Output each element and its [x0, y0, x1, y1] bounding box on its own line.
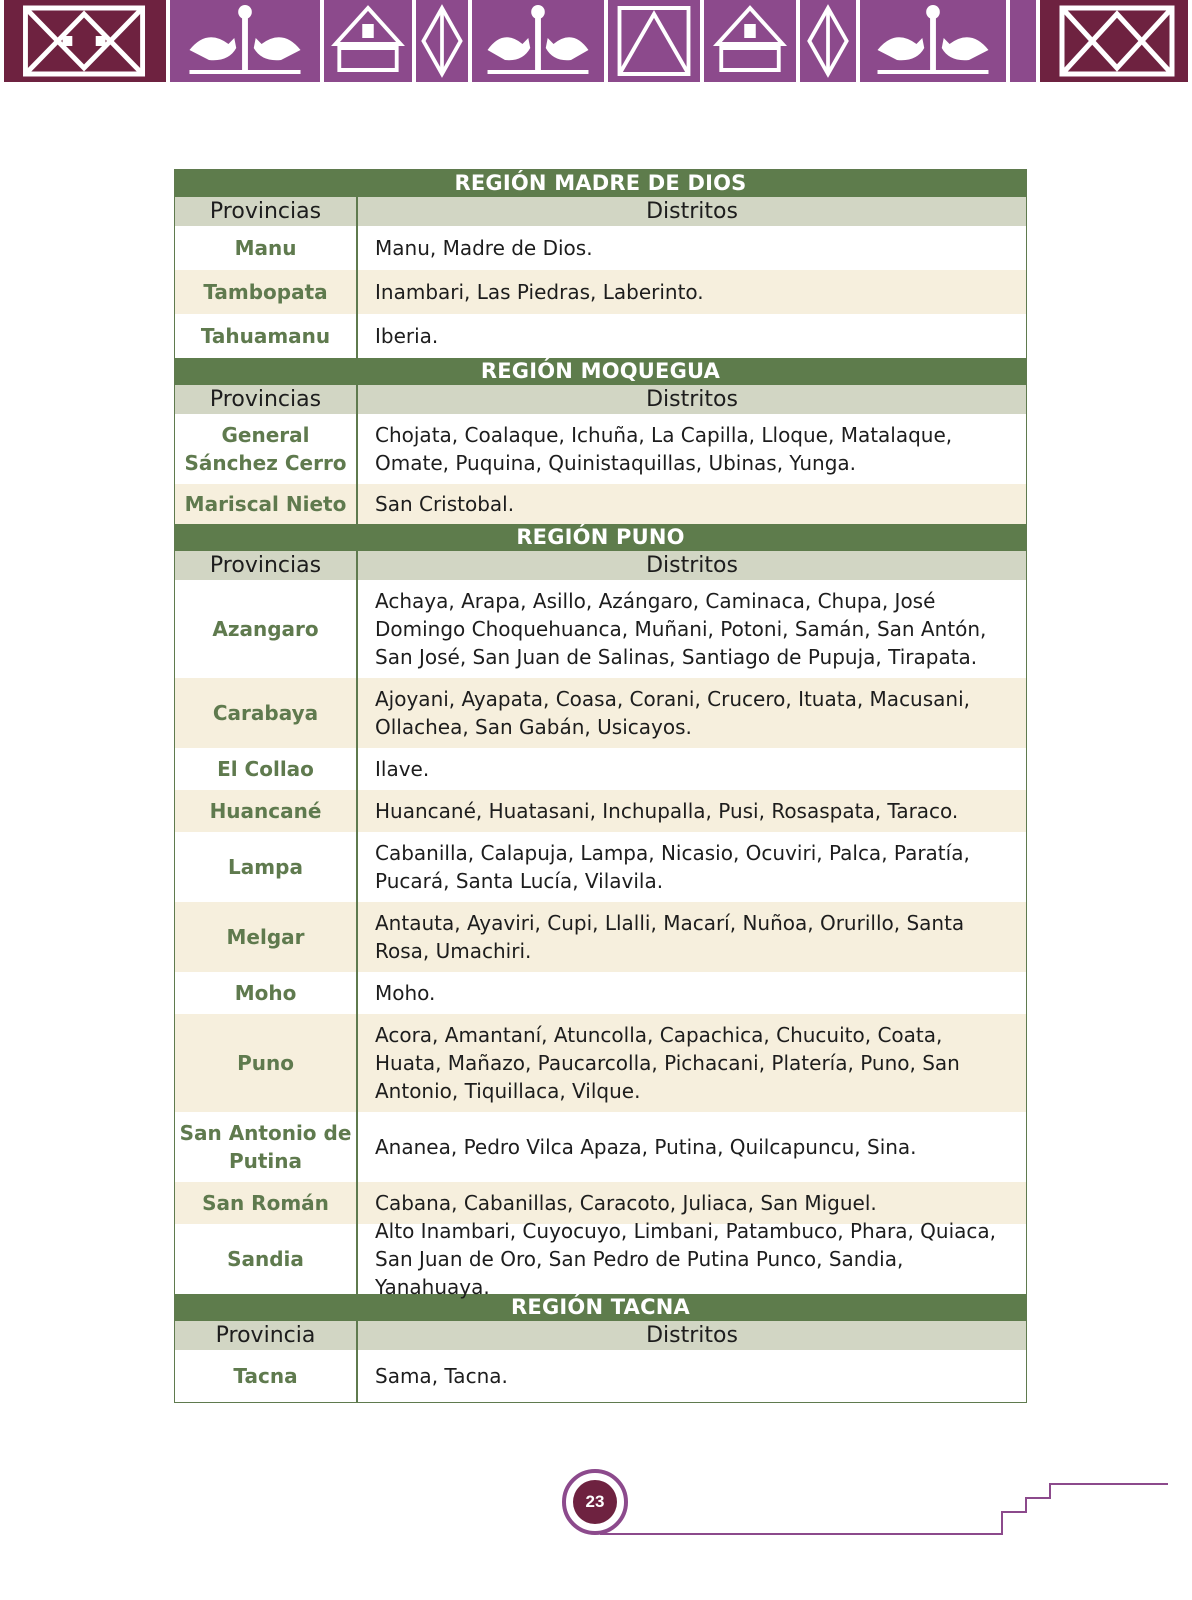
table-row [175, 1219, 1026, 1299]
district-cell [358, 748, 1026, 790]
table-row [175, 580, 1026, 678]
border-stripe [1010, 0, 1040, 82]
district-list: San Cristobal. [375, 492, 515, 516]
table-row [175, 414, 1026, 484]
diamond-pattern-icon [416, 0, 472, 82]
province-name: San Antonio de Putina [175, 1112, 358, 1182]
table-row [175, 790, 1026, 832]
province-name: Azangaro [175, 580, 358, 678]
province-column-header: Provincias [175, 385, 358, 414]
district-cell [358, 832, 1026, 902]
table-row [175, 1014, 1026, 1112]
district-list: Chojata, Coalaque, Ichuña, La Capilla, Lloque, Matalaque, Omate, Puquina, Quinistaquillas, Ubinas, Yunga. [375, 423, 953, 475]
province-name: General Sánchez Cerro [175, 414, 358, 484]
province-name: Carabaya [175, 678, 358, 748]
district-list: Sama, Tacna. [375, 1364, 508, 1388]
column-header-row [175, 385, 1026, 414]
region-title: REGIÓN TACNA [175, 1294, 1026, 1321]
table-row [175, 270, 1026, 314]
table-row [175, 314, 1026, 358]
decorative-banner [4, 0, 1188, 82]
province-name: Lampa [175, 832, 358, 902]
district-list: Iberia. [375, 324, 439, 348]
district-list: Cabanilla, Calapuja, Lampa, Nicasio, Ocuviri, Palca, Paratía, Pucará, Santa Lucía, Vilavila. [375, 841, 970, 893]
table-row [175, 226, 1026, 270]
birds-tree-icon [860, 0, 1010, 82]
table-row [175, 484, 1026, 524]
district-cell [358, 1350, 1026, 1402]
province-name: Manu [175, 226, 358, 270]
table-row [175, 972, 1026, 1014]
district-column-header: Distritos [646, 199, 738, 224]
district-column-header: Distritos [646, 1323, 738, 1348]
district-column-header: Distritos [646, 387, 738, 412]
table-row [175, 902, 1026, 972]
province-name: Sandia [175, 1224, 358, 1294]
district-list: Ajoyani, Ayapata, Coasa, Corani, Crucero, Ituata, Macusani, Ollachea, San Gabán, Usicayos. [375, 687, 970, 739]
district-list: Achaya, Arapa, Asillo, Azángaro, Caminaca, Chupa, José Domingo Choquehuanca, Muñani, Potoni, Samán, San Antón, San José, San Juan de Salinas, Santiago de Pupuja, Tirapata. [375, 589, 987, 669]
district-column-header: Distritos [646, 553, 738, 578]
district-cell [358, 1014, 1026, 1112]
temple-icon [324, 0, 416, 82]
district-cell [358, 226, 1026, 270]
page-number-badge [562, 1469, 628, 1535]
district-cell [358, 678, 1026, 748]
province-name: Mariscal Nieto [175, 484, 358, 524]
birds-tree-icon [170, 0, 324, 82]
table-row [175, 678, 1026, 748]
district-cell [358, 1112, 1026, 1182]
district-list: Inambari, Las Piedras, Laberinto. [375, 280, 704, 304]
district-list: Manu, Madre de Dios. [375, 236, 593, 260]
province-name: Huancané [175, 790, 358, 832]
district-list: Cabana, Cabanillas, Caracoto, Juliaca, San Miguel. [375, 1191, 877, 1215]
province-name: Moho [175, 972, 358, 1014]
district-list: Acora, Amantaní, Atuncolla, Capachica, Chucuito, Coata, Huata, Mañazo, Paucarcolla, Pichacani, Platería, Puno, San Antonio, Tiquillaca, Vilque. [375, 1023, 960, 1103]
district-list: Antauta, Ayaviri, Cupi, Llalli, Macarí, Nuñoa, Orurillo, Santa Rosa, Umachiri. [375, 911, 965, 963]
province-column-header: Provincias [175, 197, 358, 226]
temple-icon [704, 0, 800, 82]
district-cell [358, 972, 1026, 1014]
province-column-header: Provincias [175, 551, 358, 580]
province-column-header: Provincia [175, 1321, 358, 1350]
table-row [175, 748, 1026, 790]
district-list: Huancané, Huatasani, Inchupalla, Pusi, Rosaspata, Taraco. [375, 799, 959, 823]
province-name: El Collao [175, 748, 358, 790]
province-name: Tambopata [175, 270, 358, 314]
district-list: Alto Inambari, Cuyocuyo, Limbani, Patambuco, Phara, Quiaca, San Juan de Oro, San Pedro de Putina Punco, Sandia, Yanahuaya. [375, 1219, 997, 1299]
table-row [175, 1112, 1026, 1182]
diamond-pattern-icon [800, 0, 860, 82]
geometric-pattern-icon [1040, 0, 1188, 82]
page-number: 23 [573, 1480, 617, 1524]
district-cell [358, 580, 1026, 678]
region-title: REGIÓN MADRE DE DIOS [175, 170, 1026, 197]
geometric-pattern-icon [608, 0, 704, 82]
birds-tree-icon [472, 0, 608, 82]
district-cell [358, 902, 1026, 972]
table-row [175, 832, 1026, 902]
district-list: Ananea, Pedro Vilca Apaza, Putina, Quilcapuncu, Sina. [375, 1135, 917, 1159]
province-name: Puno [175, 1014, 358, 1112]
district-cell [358, 414, 1026, 484]
province-name: San Román [175, 1182, 358, 1224]
regions-table [174, 169, 1027, 1403]
district-list: Moho. [375, 981, 436, 1005]
district-list: Ilave. [375, 757, 430, 781]
province-name: Tahuamanu [175, 314, 358, 358]
district-cell [358, 790, 1026, 832]
district-cell [358, 314, 1026, 358]
district-cell [358, 1219, 1026, 1299]
province-name: Melgar [175, 902, 358, 972]
column-header-row [175, 551, 1026, 580]
district-cell [358, 270, 1026, 314]
geometric-pattern-icon [4, 0, 170, 82]
column-header-row [175, 1321, 1026, 1350]
region-title: REGIÓN MOQUEGUA [175, 358, 1026, 385]
column-header-row [175, 197, 1026, 226]
region-title: REGIÓN PUNO [175, 524, 1026, 551]
table-row [175, 1350, 1026, 1402]
province-name: Tacna [175, 1350, 358, 1402]
district-cell [358, 484, 1026, 524]
